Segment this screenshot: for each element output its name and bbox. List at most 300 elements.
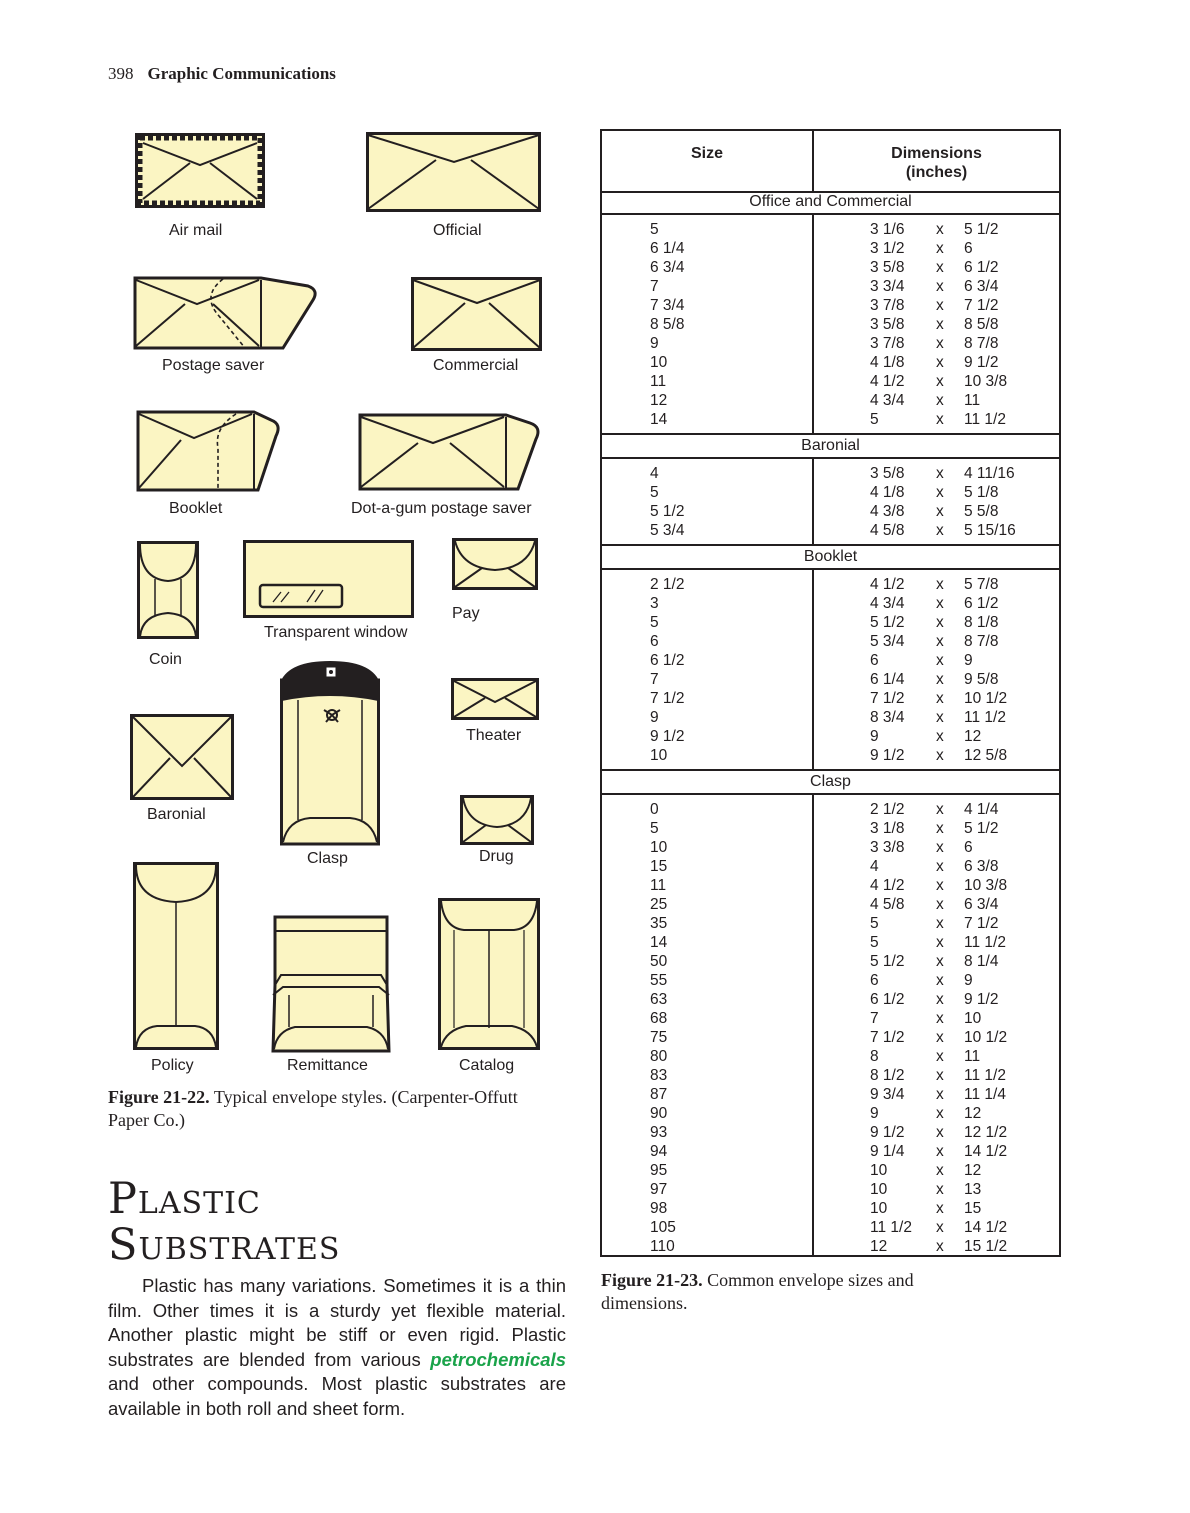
table-row	[602, 990, 1059, 1009]
size-cell: 6	[650, 633, 659, 650]
size-cell: 110	[650, 1238, 675, 1255]
size-cell: 3	[650, 595, 659, 612]
section-heading-line2: Substrates	[108, 1220, 341, 1270]
table-row	[602, 277, 1059, 296]
width-cell: 3 5/8	[870, 465, 905, 482]
size-cell: 98	[650, 1200, 668, 1217]
table-row	[602, 521, 1059, 540]
policy-envelope-drawing	[133, 862, 219, 1050]
by-cell: x	[936, 411, 944, 428]
label-official: Official	[433, 222, 482, 239]
size-cell: 14	[650, 411, 668, 428]
table-row	[602, 632, 1059, 651]
size-cell: 9 1/2	[650, 728, 685, 745]
width-cell: 3 7/8	[870, 297, 905, 314]
length-cell: 8 7/8	[964, 335, 999, 352]
table-row	[602, 296, 1059, 315]
booklet-envelope-drawing	[136, 410, 281, 492]
by-cell: x	[936, 633, 944, 650]
table-row	[602, 315, 1059, 334]
baronial-envelope-drawing	[130, 714, 234, 800]
size-cell: 5 3/4	[650, 522, 685, 539]
table-row	[602, 819, 1059, 838]
label-transparent-window: Transparent window	[264, 624, 408, 641]
length-cell: 9	[964, 972, 973, 989]
table-row	[602, 1085, 1059, 1104]
width-cell: 9 3/4	[870, 1086, 905, 1103]
size-cell: 4	[650, 465, 659, 482]
width-cell: 12	[870, 1238, 888, 1255]
width-cell: 3 1/8	[870, 820, 905, 837]
by-cell: x	[936, 297, 944, 314]
width-cell: 7 1/2	[870, 1029, 905, 1046]
remittance-envelope-drawing	[271, 915, 391, 1053]
length-cell: 14 1/2	[964, 1219, 1008, 1236]
section-row: Baronial	[602, 433, 1059, 459]
size-cell: 35	[650, 915, 668, 932]
by-cell: x	[936, 484, 944, 501]
length-cell: 12	[964, 728, 982, 745]
table-row	[602, 464, 1059, 483]
width-cell: 4 1/8	[870, 354, 905, 371]
width-cell: 7 1/2	[870, 690, 905, 707]
length-cell: 6 3/4	[964, 896, 999, 913]
width-cell: 11 1/2	[870, 1219, 912, 1236]
size-cell: 75	[650, 1029, 668, 1046]
width-cell: 5	[870, 915, 879, 932]
clasp-envelope-drawing	[280, 660, 380, 846]
width-cell: 5 1/2	[870, 953, 905, 970]
page-number: 398	[108, 64, 134, 83]
column-divider	[812, 213, 814, 433]
length-cell: 10 1/2	[964, 690, 1008, 707]
width-cell: 10	[870, 1162, 888, 1179]
by-cell: x	[936, 877, 944, 894]
length-cell: 9	[964, 652, 973, 669]
by-cell: x	[936, 671, 944, 688]
length-cell: 7 1/2	[964, 915, 999, 932]
by-cell: x	[936, 595, 944, 612]
table-row	[602, 746, 1059, 765]
by-cell: x	[936, 354, 944, 371]
size-cell: 7 1/2	[650, 690, 685, 707]
table-row	[602, 1199, 1059, 1218]
size-cell: 83	[650, 1067, 668, 1084]
label-commercial: Commercial	[433, 357, 519, 374]
column-divider	[812, 457, 814, 544]
table-row	[602, 258, 1059, 277]
postage-saver-envelope-drawing	[133, 276, 318, 351]
label-postage-saver: Postage saver	[162, 357, 265, 374]
size-cell: 12	[650, 392, 668, 409]
by-cell: x	[936, 1048, 944, 1065]
size-cell: 9	[650, 709, 659, 726]
label-drug: Drug	[479, 848, 514, 865]
dot-a-gum-envelope-drawing	[358, 413, 543, 491]
length-cell: 10 1/2	[964, 1029, 1008, 1046]
length-cell: 5 15/16	[964, 522, 1016, 539]
size-cell: 55	[650, 972, 668, 989]
length-cell: 12	[964, 1162, 982, 1179]
table-row	[602, 1218, 1059, 1237]
width-cell: 9 1/2	[870, 1124, 905, 1141]
width-cell: 3 7/8	[870, 335, 905, 352]
by-cell: x	[936, 278, 944, 295]
table-row	[602, 895, 1059, 914]
table-row	[602, 838, 1059, 857]
length-cell: 11 1/4	[964, 1086, 1006, 1103]
table-row	[602, 483, 1059, 502]
length-cell: 9 1/2	[964, 991, 999, 1008]
envelope-sizes-table	[600, 129, 1061, 1257]
by-cell: x	[936, 1143, 944, 1160]
figure-21-22-caption	[108, 1086, 548, 1132]
width-cell: 10	[870, 1200, 888, 1217]
width-cell: 7	[870, 1010, 879, 1027]
width-cell: 4 3/4	[870, 595, 905, 612]
size-cell: 7	[650, 671, 659, 688]
width-cell: 6	[870, 652, 879, 669]
by-cell: x	[936, 614, 944, 631]
length-cell: 12 5/8	[964, 747, 1008, 764]
length-cell: 8 7/8	[964, 633, 999, 650]
length-cell: 8 5/8	[964, 316, 999, 333]
length-cell: 10 3/8	[964, 877, 1008, 894]
by-cell: x	[936, 1181, 944, 1198]
width-cell: 8 1/2	[870, 1067, 905, 1084]
length-cell: 6 3/4	[964, 278, 999, 295]
size-cell: 7 3/4	[650, 297, 685, 314]
width-cell: 9	[870, 1105, 879, 1122]
figure-21-23-label: Figure 21-23.	[601, 1270, 703, 1290]
length-cell: 11	[964, 1048, 981, 1065]
length-cell: 12	[964, 1105, 982, 1122]
header-column-divider	[812, 131, 814, 191]
label-clasp: Clasp	[307, 850, 348, 867]
length-cell: 6 3/8	[964, 858, 999, 875]
size-cell: 6 3/4	[650, 259, 685, 276]
table-row	[602, 971, 1059, 990]
by-cell: x	[936, 221, 944, 238]
length-cell: 10	[964, 1010, 982, 1027]
by-cell: x	[936, 1067, 944, 1084]
width-cell: 9 1/2	[870, 747, 905, 764]
size-cell: 93	[650, 1124, 668, 1141]
label-theater: Theater	[466, 727, 522, 744]
size-cell: 5	[650, 484, 659, 501]
column-header-dimensions	[814, 144, 1059, 182]
width-cell: 4 1/2	[870, 373, 905, 390]
length-cell: 13	[964, 1181, 982, 1198]
paragraph-text-start: Plastic has many variations. Sometimes it is a thin film. Other times it is a sturdy yet flexible material. Another plastic might be stiff or even rigid. Plastic substrates are blended from various	[108, 1275, 566, 1370]
table-row	[602, 575, 1059, 594]
size-cell: 94	[650, 1143, 668, 1160]
table-row	[602, 1047, 1059, 1066]
table-row	[602, 952, 1059, 971]
paragraph-text-end: and other compounds. Most plastic substrates are available in both roll and sheet form.	[108, 1373, 566, 1419]
by-cell: x	[936, 335, 944, 352]
size-cell: 10	[650, 839, 668, 856]
size-cell: 68	[650, 1010, 668, 1027]
length-cell: 4 1/4	[964, 801, 999, 818]
by-cell: x	[936, 465, 944, 482]
width-cell: 6	[870, 972, 879, 989]
section-row: Office and Commercial	[602, 191, 1059, 215]
length-cell: 11	[964, 392, 981, 409]
section-heading-line1: Plastic	[108, 1174, 261, 1224]
table-row	[602, 613, 1059, 632]
width-cell: 5 1/2	[870, 614, 905, 631]
width-cell: 3 3/8	[870, 839, 905, 856]
by-cell: x	[936, 1238, 944, 1255]
size-cell: 14	[650, 934, 668, 951]
width-cell: 9	[870, 728, 879, 745]
length-cell: 6 1/2	[964, 259, 999, 276]
size-cell: 5 1/2	[650, 503, 685, 520]
size-cell: 80	[650, 1048, 668, 1065]
length-cell: 6 1/2	[964, 595, 999, 612]
size-cell: 5	[650, 614, 659, 631]
table-row	[602, 391, 1059, 410]
width-cell: 3 1/2	[870, 240, 905, 257]
by-cell: x	[936, 934, 944, 951]
pay-envelope-drawing	[452, 538, 538, 590]
length-cell: 6	[964, 839, 973, 856]
size-cell: 9	[650, 335, 659, 352]
theater-envelope-drawing	[451, 678, 539, 720]
by-cell: x	[936, 820, 944, 837]
figure-21-23-caption	[601, 1269, 981, 1315]
by-cell: x	[936, 1105, 944, 1122]
column-divider	[812, 568, 814, 769]
label-air-mail: Air mail	[169, 222, 223, 239]
label-dot-a-gum-postage-saver: Dot-a-gum postage saver	[351, 500, 532, 517]
by-cell: x	[936, 522, 944, 539]
length-cell: 5 5/8	[964, 503, 999, 520]
length-cell: 5 1/8	[964, 484, 999, 501]
size-cell: 6 1/4	[650, 240, 685, 257]
size-cell: 105	[650, 1219, 676, 1236]
size-cell: 50	[650, 953, 668, 970]
length-cell: 8 1/4	[964, 953, 999, 970]
by-cell: x	[936, 801, 944, 818]
figure-21-23-text: Common envelope sizes and dimensions.	[601, 1270, 914, 1313]
size-cell: 15	[650, 858, 668, 875]
book-title: Graphic Communications	[147, 64, 336, 83]
by-cell: x	[936, 1200, 944, 1217]
width-cell: 10	[870, 1181, 888, 1198]
column-header-size: Size	[690, 145, 723, 162]
size-cell: 8 5/8	[650, 316, 685, 333]
length-cell: 11 1/2	[964, 934, 1006, 951]
figure-21-22-text: Typical envelope styles. (Carpenter-Offutt Paper Co.)	[108, 1087, 518, 1130]
by-cell: x	[936, 1162, 944, 1179]
by-cell: x	[936, 709, 944, 726]
by-cell: x	[936, 896, 944, 913]
label-remittance: Remittance	[287, 1057, 368, 1074]
table-row	[602, 914, 1059, 933]
size-cell: 87	[650, 1086, 668, 1103]
by-cell: x	[936, 316, 944, 333]
by-cell: x	[936, 858, 944, 875]
by-cell: x	[936, 1010, 944, 1027]
length-cell: 6	[964, 240, 973, 257]
size-cell: 5	[650, 221, 659, 238]
table-row	[602, 502, 1059, 521]
length-cell: 15 1/2	[964, 1238, 1008, 1255]
table-row	[602, 334, 1059, 353]
table-row	[602, 1237, 1059, 1256]
running-header	[108, 64, 336, 84]
table-row	[602, 1123, 1059, 1142]
table-row	[602, 689, 1059, 708]
by-cell: x	[936, 1124, 944, 1141]
table-row	[602, 857, 1059, 876]
width-cell: 8	[870, 1048, 879, 1065]
by-cell: x	[936, 728, 944, 745]
by-cell: x	[936, 576, 944, 593]
table-row	[602, 372, 1059, 391]
width-cell: 4 5/8	[870, 522, 905, 539]
size-cell: 95	[650, 1162, 668, 1179]
table-row	[602, 594, 1059, 613]
figure-21-22-label: Figure 21-22.	[108, 1087, 210, 1107]
table-row	[602, 1142, 1059, 1161]
size-cell: 11	[650, 877, 667, 894]
table-row	[602, 876, 1059, 895]
size-cell: 97	[650, 1181, 668, 1198]
keyword-petrochemicals: petrochemicals	[430, 1348, 566, 1370]
label-baronial: Baronial	[147, 806, 206, 823]
size-cell: 0	[650, 801, 659, 818]
label-coin: Coin	[149, 651, 182, 668]
width-cell: 2 1/2	[870, 801, 905, 818]
catalog-envelope-drawing	[438, 898, 540, 1050]
by-cell: x	[936, 953, 944, 970]
body-paragraph	[108, 1274, 566, 1421]
width-cell: 5 3/4	[870, 633, 905, 650]
coin-envelope-drawing	[137, 541, 199, 639]
width-cell: 5	[870, 411, 879, 428]
table-row	[602, 1161, 1059, 1180]
air-mail-envelope-drawing	[135, 133, 265, 208]
length-cell: 9 5/8	[964, 671, 999, 688]
length-cell: 5 7/8	[964, 576, 999, 593]
label-catalog: Catalog	[459, 1057, 515, 1074]
section-heading	[108, 1176, 340, 1268]
by-cell: x	[936, 747, 944, 764]
table-row	[602, 1028, 1059, 1047]
table-row	[602, 220, 1059, 239]
by-cell: x	[936, 373, 944, 390]
width-cell: 3 5/8	[870, 316, 905, 333]
by-cell: x	[936, 915, 944, 932]
length-cell: 11 1/2	[964, 709, 1006, 726]
width-cell: 4	[870, 858, 879, 875]
column-header-dimensions-line2: (inches)	[905, 164, 968, 181]
length-cell: 12 1/2	[964, 1124, 1008, 1141]
section-row: Clasp	[602, 769, 1059, 795]
width-cell: 4 1/2	[870, 576, 905, 593]
width-cell: 4 3/4	[870, 392, 905, 409]
size-cell: 10	[650, 354, 668, 371]
by-cell: x	[936, 1086, 944, 1103]
by-cell: x	[936, 259, 944, 276]
length-cell: 7 1/2	[964, 297, 999, 314]
size-cell: 25	[650, 896, 668, 913]
width-cell: 9 1/4	[870, 1143, 905, 1160]
width-cell: 3 3/4	[870, 278, 905, 295]
by-cell: x	[936, 972, 944, 989]
by-cell: x	[936, 1029, 944, 1046]
length-cell: 8 1/8	[964, 614, 999, 631]
column-divider	[812, 793, 814, 1255]
width-cell: 4 1/2	[870, 877, 905, 894]
size-cell: 5	[650, 820, 659, 837]
length-cell: 5 1/2	[964, 820, 999, 837]
size-cell: 2 1/2	[650, 576, 685, 593]
table-row	[602, 239, 1059, 258]
table-row	[602, 410, 1059, 429]
table-row	[602, 1180, 1059, 1199]
width-cell: 5	[870, 934, 879, 951]
by-cell: x	[936, 392, 944, 409]
length-cell: 15	[964, 1200, 982, 1217]
size-cell: 6 1/2	[650, 652, 685, 669]
length-cell: 9 1/2	[964, 354, 999, 371]
label-booklet: Booklet	[169, 500, 223, 517]
size-cell: 7	[650, 278, 659, 295]
width-cell: 6 1/2	[870, 991, 905, 1008]
table-header	[602, 131, 1059, 193]
width-cell: 4 3/8	[870, 503, 905, 520]
transparent-window-envelope-drawing	[243, 540, 414, 618]
width-cell: 6 1/4	[870, 671, 905, 688]
length-cell: 11 1/2	[964, 411, 1006, 428]
by-cell: x	[936, 503, 944, 520]
table-row	[602, 651, 1059, 670]
table-row	[602, 708, 1059, 727]
width-cell: 8 3/4	[870, 709, 905, 726]
table-row	[602, 353, 1059, 372]
length-cell: 5 1/2	[964, 221, 999, 238]
column-header-dimensions-line1: Dimensions	[891, 145, 982, 162]
length-cell: 4 11/16	[964, 465, 1015, 482]
length-cell: 10 3/8	[964, 373, 1008, 390]
size-cell: 63	[650, 991, 668, 1008]
by-cell: x	[936, 1219, 944, 1236]
width-cell: 4 1/8	[870, 484, 905, 501]
by-cell: x	[936, 991, 944, 1008]
section-row: Booklet	[602, 544, 1059, 570]
by-cell: x	[936, 690, 944, 707]
size-cell: 90	[650, 1105, 668, 1122]
table-row	[602, 1104, 1059, 1123]
table-row	[602, 727, 1059, 746]
by-cell: x	[936, 652, 944, 669]
table-row	[602, 1066, 1059, 1085]
official-envelope-drawing	[366, 132, 541, 212]
label-policy: Policy	[151, 1057, 194, 1074]
width-cell: 4 5/8	[870, 896, 905, 913]
table-row	[602, 800, 1059, 819]
table-row	[602, 933, 1059, 952]
commercial-envelope-drawing	[411, 277, 542, 351]
label-pay: Pay	[452, 605, 480, 622]
length-cell: 14 1/2	[964, 1143, 1008, 1160]
by-cell: x	[936, 240, 944, 257]
by-cell: x	[936, 839, 944, 856]
